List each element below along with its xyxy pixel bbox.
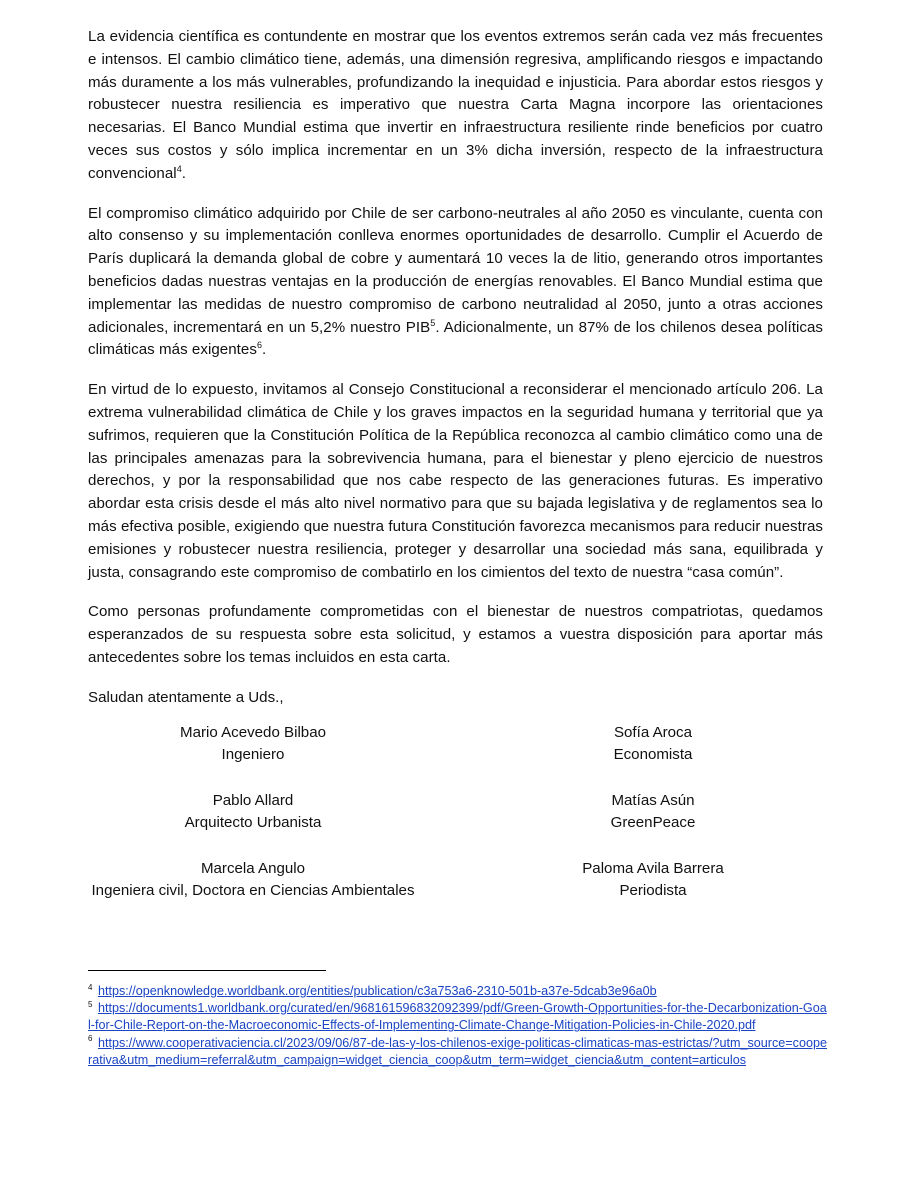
signatory-name: Paloma Avila Barrera: [582, 859, 724, 877]
paragraph-tail: .: [262, 341, 267, 359]
signatory-role: Periodista: [619, 882, 687, 900]
paragraph-constitutional-request: [88, 379, 823, 584]
footnote: [88, 1000, 828, 1034]
paragraph-climate-evidence: [88, 26, 823, 186]
signature-row: [88, 722, 823, 767]
footnote: [88, 983, 828, 1000]
footnote-ref[interactable]: 6: [256, 340, 263, 351]
signature: [88, 790, 418, 835]
greeting: Saludan atentamente a Uds.,: [88, 688, 284, 706]
letter-body: [88, 26, 823, 926]
signatory-name: Matías Asún: [611, 791, 695, 809]
signatory-name: Marcela Angulo: [200, 859, 306, 877]
signatory-name: Pablo Allard: [212, 791, 294, 809]
signatory-role: Arquitecto Urbanista: [184, 814, 322, 832]
footnote-link[interactable]: https://www.cooperativaciencia.cl/2023/09/06/87-de-las-y-los-chilenos-exige-politicas-climaticas-mas-estrictas/?utm_source=cooperativa&utm_medium=referral&utm_campaign=widget_ciencia_coop&utm_term=widget_ciencia&utm_content=articulos: [88, 1035, 827, 1067]
signature-row: [88, 790, 823, 835]
signatory-role: GreenPeace: [610, 814, 696, 832]
signature: [503, 858, 803, 903]
footnote-link[interactable]: https://documents1.worldbank.org/curated/en/968161596832092399/pdf/Green-Growth-Opportunities-for-the-Decarbonization-Goal-for-Chile-Report-on-the-Macroeconomic-Effects-of-Implementing-Climate-Change-Mitigation-Policies-in-Chile-2020.pdf: [88, 1001, 827, 1033]
signatures-block: [88, 722, 823, 903]
footnotes: [88, 983, 828, 1069]
footnote-ref[interactable]: 4: [176, 163, 182, 174]
paragraph-text: El compromiso climático adquirido por Chile de ser carbono-neutrales al año 2050 es vinculante, cuenta con alto consenso y su implementación conlleva enormes oportunidades de desarrollo. Cumplir el Acuerdo de París duplicará la demanda global de cobre y aumentará 10 veces la de litio, generando otros importantes beneficios dadas nuestras ventajas en la producción de energías renovables. El Banco Mundial estima que implementar las medidas de nuestro compromiso de carbono neutralidad al 2050, junto a otras acciones adicionales, incrementará en un 5,2% nuestro PIB: [88, 204, 823, 336]
footnote-number: 5: [88, 1000, 93, 1010]
signatory-role: Ingeniera civil, Doctora en Ciencias Ambientales: [91, 882, 415, 900]
signature-row: [88, 858, 823, 903]
paragraph-text: Como personas profundamente comprometidas con el bienestar de nuestros compatriotas, quedamos esperanzados de su respuesta sobre esta solicitud, y estamos a vuestra disposición para aportar más antecedentes sobre los temas incluidos en esta carta.: [88, 603, 823, 666]
paragraph-text: . Adicionalmente, un 87% de los chilenos desea políticas climáticas más exigentes: [88, 318, 824, 359]
paragraph-text: La evidencia científica es contundente en mostrar que los eventos extremos serán cada vez más frecuentes e intensos. El cambio climático tiene, además, una dimensión regresiva, amplificando riesgos e impactando más duramente a los más vulnerables, profundizando la inequidad e injusticia. Para abordar estos riesgos y robustecer nuestra resiliencia es imperativo que nuestra Carta Magna incorpore las orientaciones necesarias. El Banco Mundial estima que invertir en infraestructura resiliente rinde beneficios por cuatro veces sus costos y sólo implica incrementar en un 3% dicha inversión, respecto de la infraestructura convencional: [88, 28, 823, 182]
signatory-role: Economista: [613, 746, 693, 764]
footnote: [88, 1035, 828, 1069]
footnote-number: 6: [88, 1034, 93, 1044]
signatory-name: Sofía Aroca: [613, 723, 693, 741]
signatory-name: Mario Acevedo Bilbao: [180, 723, 326, 741]
signature: [503, 790, 803, 835]
footnote-divider: [88, 970, 326, 971]
signature: [88, 722, 418, 767]
footnote-number: 4: [88, 982, 93, 992]
signature: [503, 722, 803, 767]
footnote-link[interactable]: https://openknowledge.worldbank.org/entities/publication/c3a753a6-2310-501b-a37e-5dcab3e96a0b: [97, 984, 657, 998]
signature: [88, 858, 418, 903]
footnote-ref[interactable]: 5: [430, 317, 436, 328]
paragraph-climate-commitment: [88, 203, 823, 363]
paragraph-closing: [88, 601, 823, 669]
signatory-role: Ingeniero: [221, 746, 285, 764]
paragraph-tail: .: [181, 164, 187, 182]
paragraph-text: En virtud de lo expuesto, invitamos al Consejo Constitucional a reconsiderar el mencionado artículo 206. La extrema vulnerabilidad climática de Chile y los graves impactos en la seguridad humana y territorial que ya sufrimos, requieren que la Constitución Política de la República reconozca al cambio climático como una de las principales amenazas para la sobrevivencia humana, para el bienestar y pleno ejercicio de nuestros derechos, y por la responsabilidad que nos cabe respecto de las generaciones futuras. Es imperativo abordar esta crisis desde el más alto nivel normativo para que su bajada legislativa y de reglamentos sea lo más efectiva posible, exigiendo que nuestra futura Constitución favorezca mecanismos para reducir nuestras emisiones y robustecer nuestra resiliencia, proteger y desarrollar una sociedad más sana, equilibrada y justa, consagrando este compromiso de combatirlo en los cimientos del texto de nuestra “casa común”.: [88, 381, 823, 581]
